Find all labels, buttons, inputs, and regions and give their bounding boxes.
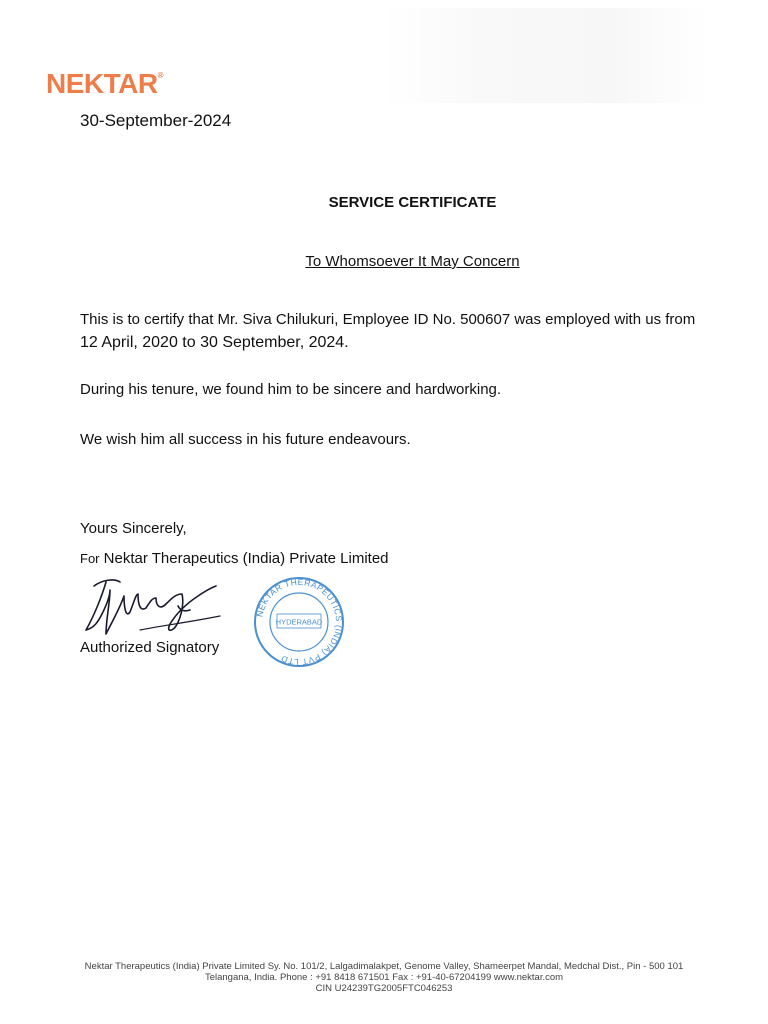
company-logo: [46, 70, 163, 98]
company-seal-stamp: [248, 577, 350, 667]
document-title: SERVICE CERTIFICATE: [328, 194, 497, 211]
registered-mark: ®: [157, 71, 163, 80]
scan-smudge: [380, 8, 710, 103]
letterhead-footer: [0, 961, 768, 994]
seal-ring-text: NEKTAR THERAPEUTICS (INDIA) PVT LTD: [254, 577, 345, 667]
salutation: To Whomsoever It May Concern: [305, 253, 520, 270]
employment-dates: 12 April, 2020 to 30 September, 2024.: [80, 334, 349, 351]
certify-paragraph: This is to certify that Mr. Siva Chilukuri, Employee ID No. 500607 was employed with us from: [80, 311, 696, 328]
seal-center-text: HYDERABAD: [275, 617, 323, 627]
footer-contact: Telangana, India. Phone : +91 8418 671501 Fax : +91-40-67204199 www.nektar.com: [204, 972, 564, 983]
company-name: Nektar Therapeutics (India) Private Limited: [103, 550, 389, 567]
footer-address: Nektar Therapeutics (India) Private Limited Sy. No. 101/2, Lalgadimalakpet, Genome Valley, Shameerpet Mandal, Medchal Dist., Pin - 500 101: [84, 961, 684, 972]
closing-line: Yours Sincerely,: [80, 520, 187, 537]
letter-date: 30-September-2024: [80, 111, 232, 130]
signatory-label: Authorized Signatory: [80, 639, 220, 656]
logo-text: NEKTAR: [46, 68, 158, 99]
wishes-paragraph: We wish him all success in his future endeavours.: [80, 431, 411, 448]
handwritten-signature: [80, 572, 230, 638]
company-line: [80, 550, 389, 567]
tenure-paragraph: During his tenure, we found him to be sincere and hardworking.: [80, 381, 502, 398]
footer-cin: CIN U24239TG2005FTC046253: [315, 983, 453, 994]
for-label: For: [80, 551, 100, 566]
